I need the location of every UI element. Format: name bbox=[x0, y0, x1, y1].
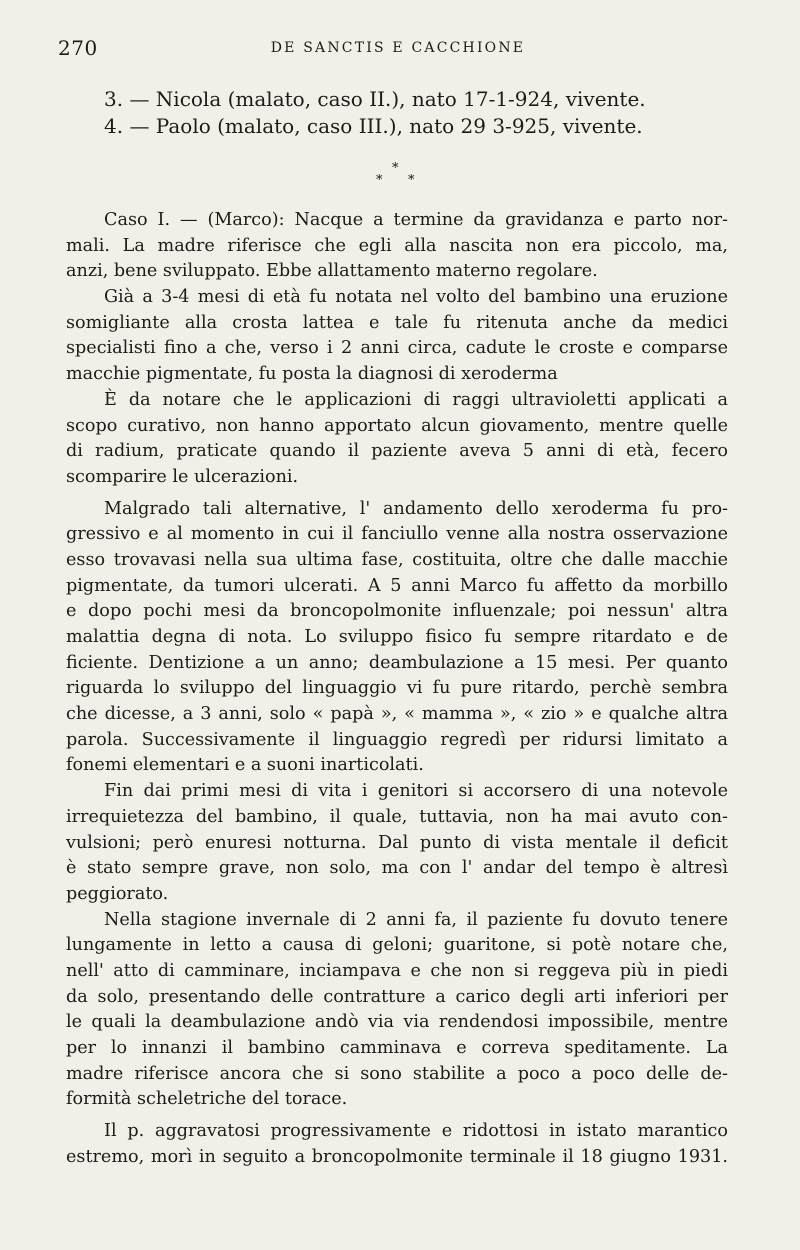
list-item: 4. — Paolo (malato, caso III.), nato 29 3-925, vivente. bbox=[104, 114, 643, 138]
text-line: gressivo e al momento in cui il fanciullo venne alla nostra osservazione bbox=[66, 524, 728, 545]
text-line: scopo curativo, non hanno apportato alcun giovamento, mentre quelle bbox=[66, 415, 728, 436]
text-line: scomparire le ulcerazioni. bbox=[66, 466, 299, 487]
text-line: da solo, presentando delle contratture a carico degli arti inferiori per bbox=[66, 986, 728, 1007]
list-item: 3. — Nicola (malato, caso II.), nato 17-1-924, vivente. bbox=[104, 87, 646, 111]
text-line: ficiente. Dentizione a un anno; deambulazione a 15 mesi. Per quanto bbox=[66, 652, 728, 673]
text-line: Nella stagione invernale di 2 anni fa, il paziente fu dovuto tenere bbox=[104, 909, 728, 930]
page-number: 270 bbox=[58, 36, 98, 60]
text-line: Il p. aggravatosi progressivamente e ridottosi in istato marantico bbox=[104, 1121, 728, 1142]
asterisk-right: * bbox=[408, 173, 415, 188]
text-line: nell' atto di camminare, inciampava e che non si reggeva più in piedi bbox=[66, 960, 728, 981]
text-line: madre riferisce ancora che si sono stabilite a poco a poco delle de- bbox=[66, 1063, 728, 1084]
text-line: irrequietezza del bambino, il quale, tuttavia, non ha mai avuto con- bbox=[66, 806, 728, 827]
text-line: parola. Successivamente il linguaggio regredì per ridursi limitato a bbox=[66, 729, 728, 750]
asterisk-left: * bbox=[376, 173, 383, 188]
text-line: esso trovavasi nella sua ultima fase, costituita, oltre che dalle macchie bbox=[66, 549, 728, 570]
text-line: le quali la deambulazione andò via via rendendosi impossibile, mentre bbox=[66, 1012, 728, 1033]
text-line: pigmentate, da tumori ulcerati. A 5 anni Marco fu affetto da morbillo bbox=[66, 575, 728, 596]
case-text bbox=[66, 208, 728, 1170]
text-line: somigliante alla crosta lattea e tale fu ritenuta anche da medici bbox=[66, 312, 728, 333]
text-line: malattia degna di nota. Lo sviluppo fisico fu sempre ritardato e de bbox=[66, 627, 728, 647]
text-line: estremo, morì in seguito a broncopolmonite terminale il 18 giugno 1931. bbox=[66, 1146, 728, 1167]
asterisk-top: * bbox=[392, 161, 399, 176]
asterism-separator bbox=[360, 160, 440, 200]
text-line: fonemi elementari e a suoni inarticolati. bbox=[66, 755, 424, 776]
text-line: mali. La madre riferisce che egli alla nascita non era piccolo, ma, bbox=[66, 235, 728, 256]
text-line: macchie pigmentate, fu posta la diagnosi di xeroderma bbox=[66, 364, 558, 385]
text-line: di radium, praticate quando il paziente aveva 5 anni di età, fecero bbox=[66, 441, 728, 462]
text-line: per lo innanzi il bambino camminava e correva speditamente. La bbox=[66, 1038, 728, 1058]
text-line: Caso I. — (Marco): Nacque a termine da gravidanza e parto nor- bbox=[104, 210, 728, 230]
text-line: vulsioni; però enuresi notturna. Dal punto di vista mentale il deficit bbox=[66, 832, 728, 853]
family-list bbox=[104, 86, 704, 140]
running-head: DE SANCTIS E CACCHIONE bbox=[270, 40, 526, 56]
text-line: Malgrado tali alternative, l' andamento dello xeroderma fu pro- bbox=[104, 498, 728, 519]
text-line: peggiorato. bbox=[66, 883, 169, 904]
text-line: formità scheletriche del torace. bbox=[66, 1089, 348, 1110]
text-line: Già a 3-4 mesi di età fu notata nel volto del bambino una eruzione bbox=[104, 287, 728, 308]
text-line: Fin dai primi mesi di vita i genitori si accorsero di una notevole bbox=[104, 781, 728, 802]
text-line: anzi, bene sviluppato. Ebbe allattamento materno regolare. bbox=[66, 261, 598, 282]
text-line: che dicesse, a 3 anni, solo « papà », « mamma », « zio » e qualche altra bbox=[66, 704, 728, 725]
text-line: specialisti fino a che, verso i 2 anni circa, cadute le croste e comparse bbox=[66, 338, 728, 359]
text-line: È da notare che le applicazioni di raggi ultravioletti applicati a bbox=[104, 389, 728, 410]
text-line: riguarda lo sviluppo del linguaggio vi fu pure ritardo, perchè sembra bbox=[66, 678, 728, 699]
text-line: lungamente in letto a causa di geloni; guaritone, si potè notare che, bbox=[66, 935, 728, 956]
text-line: e dopo pochi mesi da broncopolmonite influenzale; poi nessun' altra bbox=[66, 601, 728, 622]
page-header bbox=[58, 36, 738, 62]
text-line: è stato sempre grave, non solo, ma con l' andar del tempo è altresì bbox=[66, 858, 728, 879]
